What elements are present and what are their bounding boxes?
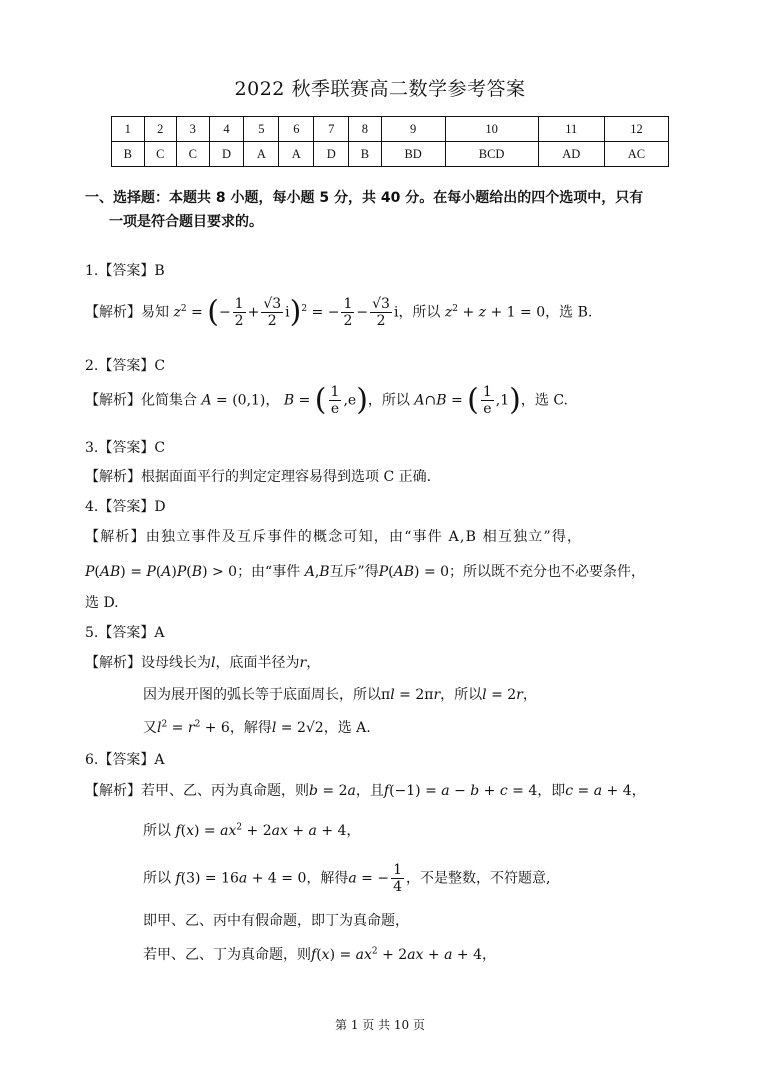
q6-analysis-line5: 若甲、乙、丁为真命题，则$f(x) = ax^2 + 2ax + a + 4$， <box>143 946 496 963</box>
q5-analysis-line1: 【解析】设母线长为l，底面半径为r， <box>85 655 321 671</box>
answer-table-number-row <box>112 117 669 142</box>
table-cell: 7 <box>314 117 349 142</box>
q4-analysis-line1: 【解析】由独立事件及互斥事件的概念可知，由“事件 A,B 相互独立”得， <box>85 529 583 545</box>
table-cell: D <box>209 142 244 167</box>
table-cell: 8 <box>349 117 382 142</box>
table-cell: AC <box>604 142 668 167</box>
q5-analysis-line2: 因为展开图的弧长等于底面周长，所以πl = 2πr，所以l = 2r， <box>143 687 537 703</box>
page-title: 2022 秋季联赛高二数学参考答案 <box>234 78 526 100</box>
q6-answer: 6.【答案】A <box>85 752 165 768</box>
q1-analysis: 【解析】易知 $z^2$ = (− $\frac{1}{2}$ + $\frac{√3}{2}$ i)$^2$ = − $\frac{1}{2}$ − $\frac{√3}{2}$ i，所以 $z^2 + z + 1 = 0$，选 B. <box>85 294 593 330</box>
table-cell: 5 <box>244 117 279 142</box>
table-cell: 10 <box>445 117 538 142</box>
table-cell: C <box>177 142 210 167</box>
q3-analysis: 【解析】根据面面平行的判定定理容易得到选项 C 正确. <box>85 469 432 485</box>
table-cell: A <box>279 142 314 167</box>
q4-analysis-line2: P(AB) = P(A)P(B) > 0；由“事件 A,B互斥”得P(AB) = 0；所以既不充分也不必要条件， <box>85 564 646 580</box>
section-heading-line1: 一、选择题：本题共 8 小题，每小题 5 分，共 40 分。在每小题给出的四个选项中，只有 <box>85 190 644 206</box>
table-cell: 9 <box>381 117 445 142</box>
q2-answer: 2.【答案】C <box>85 358 166 374</box>
q4-answer: 4.【答案】D <box>85 499 166 515</box>
table-cell: C <box>144 142 177 167</box>
section-heading <box>85 186 685 234</box>
q3-answer: 3.【答案】C <box>85 440 166 456</box>
q6-analysis-line4: 即甲、乙、丙中有假命题，即丁为真命题， <box>143 913 409 929</box>
table-cell: B <box>112 142 145 167</box>
table-cell: BCD <box>445 142 538 167</box>
q6-analysis-line1: 【解析】若甲、乙、丙为真命题，则b = 2a，且f(−1) = a − b + c = 4，即c = a + 4， <box>85 783 646 799</box>
q5-analysis-line3: 又$l^2 = r^2 + 6$，解得l = 2√2，选 A. <box>143 719 371 736</box>
q2-analysis: 【解析】化简集合 A = (0,1)， B = ( $\frac{1}{e}$ ,e)，所以 A∩B = ( $\frac{1}{e}$ ,1)，选 C. <box>85 382 568 418</box>
q6-analysis-line3: 所以 f(3) = 16a + 4 = 0，解得a = − $\frac{1}{4}$ ，不是整数，不符题意, <box>143 862 551 895</box>
table-cell: A <box>244 142 279 167</box>
answer-table <box>111 116 669 167</box>
table-cell: 2 <box>144 117 177 142</box>
q1-answer: 1.【答案】B <box>85 263 165 279</box>
q6-analysis-line2: 所以 $f(x) = ax^2 + 2ax + a + 4$， <box>143 822 361 839</box>
section-heading-line2: 一项是符合题目要求的。 <box>109 214 263 230</box>
table-cell: 6 <box>279 117 314 142</box>
table-cell: BD <box>381 142 445 167</box>
q5-answer: 5.【答案】A <box>85 625 165 641</box>
table-cell: 4 <box>209 117 244 142</box>
page-footer: 第 1 页 共 10 页 <box>335 1018 425 1032</box>
answer-table-answer-row <box>112 142 669 167</box>
table-cell: 3 <box>177 117 210 142</box>
table-cell: B <box>349 142 382 167</box>
table-cell: D <box>314 142 349 167</box>
table-cell: 11 <box>538 117 604 142</box>
table-cell: AD <box>538 142 604 167</box>
q4-analysis-line3: 选 D. <box>85 595 119 611</box>
table-cell: 1 <box>112 117 145 142</box>
table-cell: 12 <box>604 117 668 142</box>
